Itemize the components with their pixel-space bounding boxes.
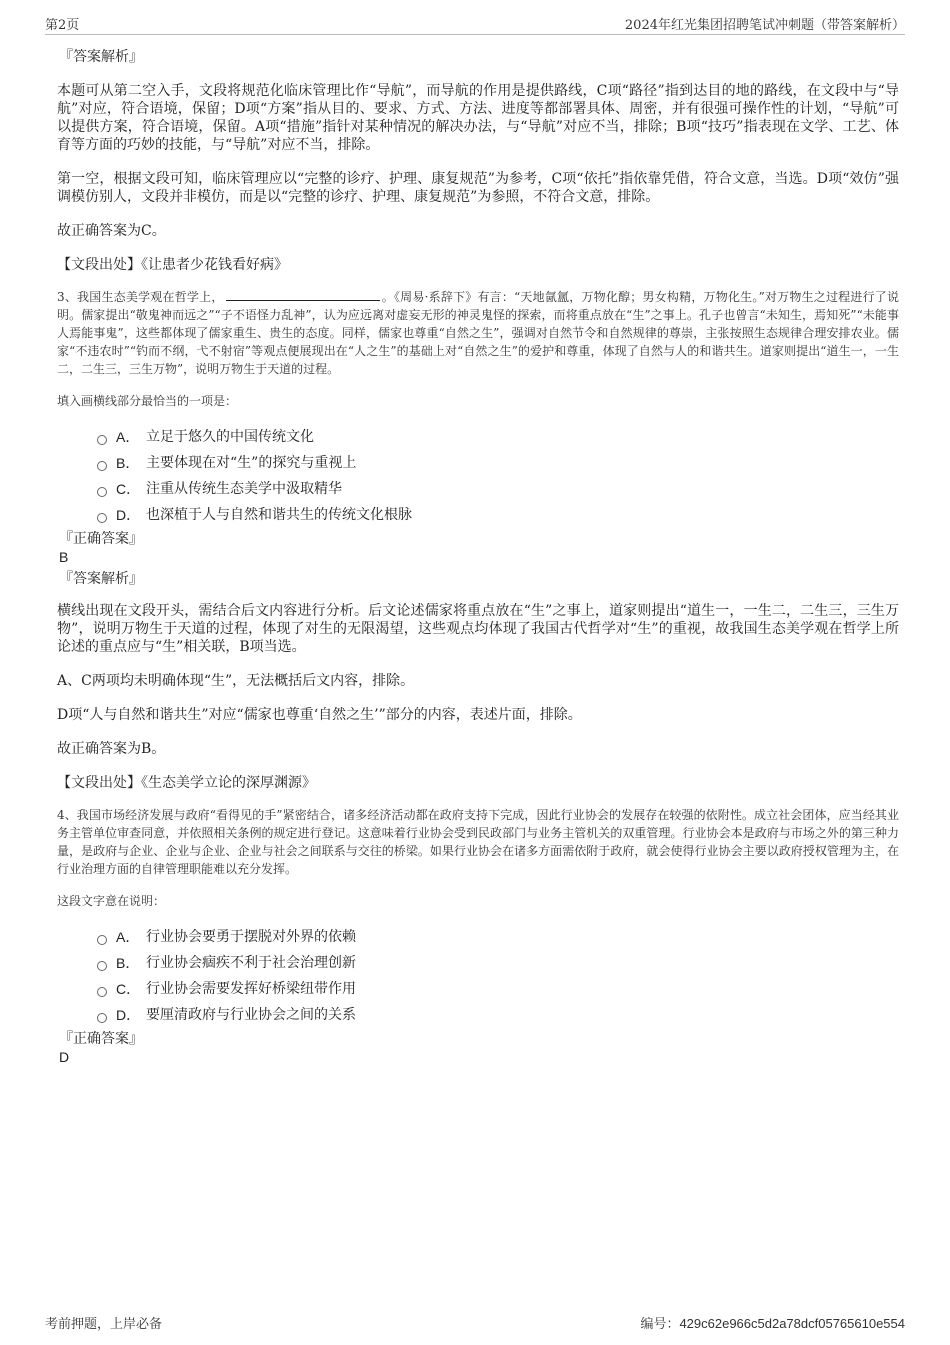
q4-answer: D <box>59 1049 70 1065</box>
q4-option-d[interactable] <box>97 1002 899 1028</box>
q3-prompt: 填入画横线部分最恰当的一项是： <box>57 394 238 408</box>
page-header <box>45 14 905 35</box>
q4-option-a[interactable] <box>97 924 899 950</box>
q4-options <box>97 924 899 1028</box>
option-letter: D． <box>116 507 141 523</box>
q4-option-c[interactable] <box>97 976 899 1002</box>
q2-source: 【文段出处】《让患者少花钱看好病》 <box>57 257 288 273</box>
q4-prompt: 这段文字意在说明： <box>57 894 166 908</box>
option-letter: B． <box>116 955 140 971</box>
q3-conclusion: 故正确答案为B。 <box>57 741 166 757</box>
q3-option-d[interactable] <box>97 502 899 528</box>
document-title: 2024年红光集团招聘笔试冲刺题（带答案解析） <box>624 18 905 33</box>
radio-icon[interactable] <box>97 513 107 523</box>
q4-answer-label: 『正确答案』 <box>59 1031 143 1047</box>
q4-stem: 4、我国市场经济发展与政府“看得见的手”紧密结合，诸多经济活动都在政府支持下完成，因此行业协会的发展存在较强的依附性。成立社会团体，应当经其业务主管单位审查同意，并依照相关条例的规定进行登记。这意味着行业协会受到民政部门与业务主管机关的双重管理。行业协会本是政府与市场之外的第三种力量，是政府与企业、企业与企业、企业与社会之间联系与交往的桥梁。如果行业协会在诸多方面需依附于政府，就会使得行业协会主要以政府授权管理为主，在行业治理方面的自律管理职能难以充分发挥。 <box>57 808 899 876</box>
footer-slogan: 考前押题，上岸必备 <box>45 1317 163 1332</box>
option-text: 行业协会要勇于摆脱对外界的依赖 <box>146 929 356 945</box>
q3-stem <box>57 288 899 378</box>
q3-fill-blank <box>226 290 380 301</box>
radio-icon[interactable] <box>97 987 107 997</box>
page-footer <box>45 1313 905 1331</box>
option-text: 也深植于人与自然和谐共生的传统文化根脉 <box>146 507 412 523</box>
option-letter: B． <box>116 455 140 471</box>
q3-answer: B <box>59 549 69 565</box>
option-text: 行业协会需要发挥好桥梁纽带作用 <box>146 981 356 997</box>
q3-analysis-paragraph-3: D项“人与自然和谐共生”对应“儒家也尊重‘自然之生’”部分的内容，表述片面，排除。 <box>57 707 582 723</box>
option-text: 要厘清政府与行业协会之间的关系 <box>146 1007 356 1023</box>
option-letter: D． <box>116 1007 141 1023</box>
q2-conclusion: 故正确答案为C。 <box>57 223 166 239</box>
radio-icon[interactable] <box>97 461 107 471</box>
q2-analysis-paragraph-2: 第一空，根据文段可知，临床管理应以“完整的诊疗、护理、康复规范”为参考，C项“依托”指依靠凭借，符合文意，当选。D项“效仿”强调模仿别人，文段并非模仿，而是以“完整的诊疗、护理、康复规范”为参照，不符合文意，排除。 <box>57 171 899 205</box>
q3-analysis-paragraph-2: A、C两项均未明确体现“生”，无法概括后文内容，排除。 <box>57 673 415 689</box>
q2-analysis-label: 『答案解析』 <box>59 49 143 65</box>
option-text: 行业协会痼疾不利于社会治理创新 <box>146 955 356 971</box>
radio-icon[interactable] <box>97 435 107 445</box>
option-text: 主要体现在对“生”的探究与重视上 <box>146 455 357 471</box>
option-letter: A． <box>116 429 140 445</box>
q3-option-c[interactable] <box>97 476 899 502</box>
radio-icon[interactable] <box>97 935 107 945</box>
q3-stem-body: 。《周易·系辞下》有言：“天地氤氲，万物化醇；男女构精，万物化生。”对万物生之过程进行了说明。儒家提出“敬鬼神而远之”“子不语怪力乱神”，认为应远离对虚妄无形的神灵鬼怪的探索，而将重点放在“生”之事上。孔子也曾言“未知生，焉知死”“未能事人焉能事鬼”，这些都体现了儒家重生、贵生的态度。同样，儒家也尊重“自然之生”，强调对自然节令和自然规律的尊崇，主张按照生态规律合理安排农业。儒家“不违农时”“钓而不纲，弋不射宿”等观点便展现出在“人之生”的基础上对“自然之生”的爱护和尊重，体现了自然与人的和谐共生。道家则提出“道生一，一生二，二生三，三生万物”，说明万物生于天道的过程。 <box>57 290 899 376</box>
radio-icon[interactable] <box>97 1013 107 1023</box>
q3-option-a[interactable] <box>97 424 899 450</box>
page-content <box>57 44 899 1066</box>
q3-answer-label: 『正确答案』 <box>59 531 143 547</box>
option-text: 立足于悠久的中国传统文化 <box>146 429 314 445</box>
q4-option-b[interactable] <box>97 950 899 976</box>
radio-icon[interactable] <box>97 961 107 971</box>
radio-icon[interactable] <box>97 487 107 497</box>
q3-stem-prefix: 3、我国生态美学观在哲学上， <box>57 290 224 304</box>
page-number: 第2页 <box>45 18 80 33</box>
q3-option-b[interactable] <box>97 450 899 476</box>
q3-analysis-paragraph-1: 横线出现在文段开头，需结合后文内容进行分析。后文论述儒家将重点放在“生”之事上，道家则提出“道生一，一生二，二生三，三生万物”，说明万物生于天道的过程，体现了对生的无限渴望，这些观点均体现了我国古代哲学对“生”的重视，故我国生态美学观在哲学上所论述的重点应与“生”相关联，B项当选。 <box>57 603 899 655</box>
document-code: 编号：429c62e966c5d2a78dcf05765610e554 <box>640 1316 905 1331</box>
q3-analysis-label: 『答案解析』 <box>59 571 143 587</box>
option-letter: A． <box>116 929 140 945</box>
option-letter: C． <box>116 981 141 997</box>
q3-source: 【文段出处】《生态美学立论的深厚渊源》 <box>57 775 316 791</box>
option-letter: C． <box>116 481 141 497</box>
q3-options <box>97 424 899 528</box>
q2-analysis-paragraph-1: 本题可从第二空入手，文段将规范化临床管理比作“导航”，而导航的作用是提供路线，C项“路径”指到达目的地的路线，在文段中与“导航”对应，符合语境，保留；D项“方案”指从目的、要求、方式、方法、进度等都部署具体、周密，并有很强可操作性的计划，“导航”可以提供方案，符合语境，保留。A项“措施”指针对某种情况的解决办法，与“导航”对应不当，排除；B项“技巧”指表现在文学、工艺、体育等方面的巧妙的技能，与“导航”对应不当，排除。 <box>57 83 899 153</box>
option-text: 注重从传统生态美学中汲取精华 <box>146 481 342 497</box>
